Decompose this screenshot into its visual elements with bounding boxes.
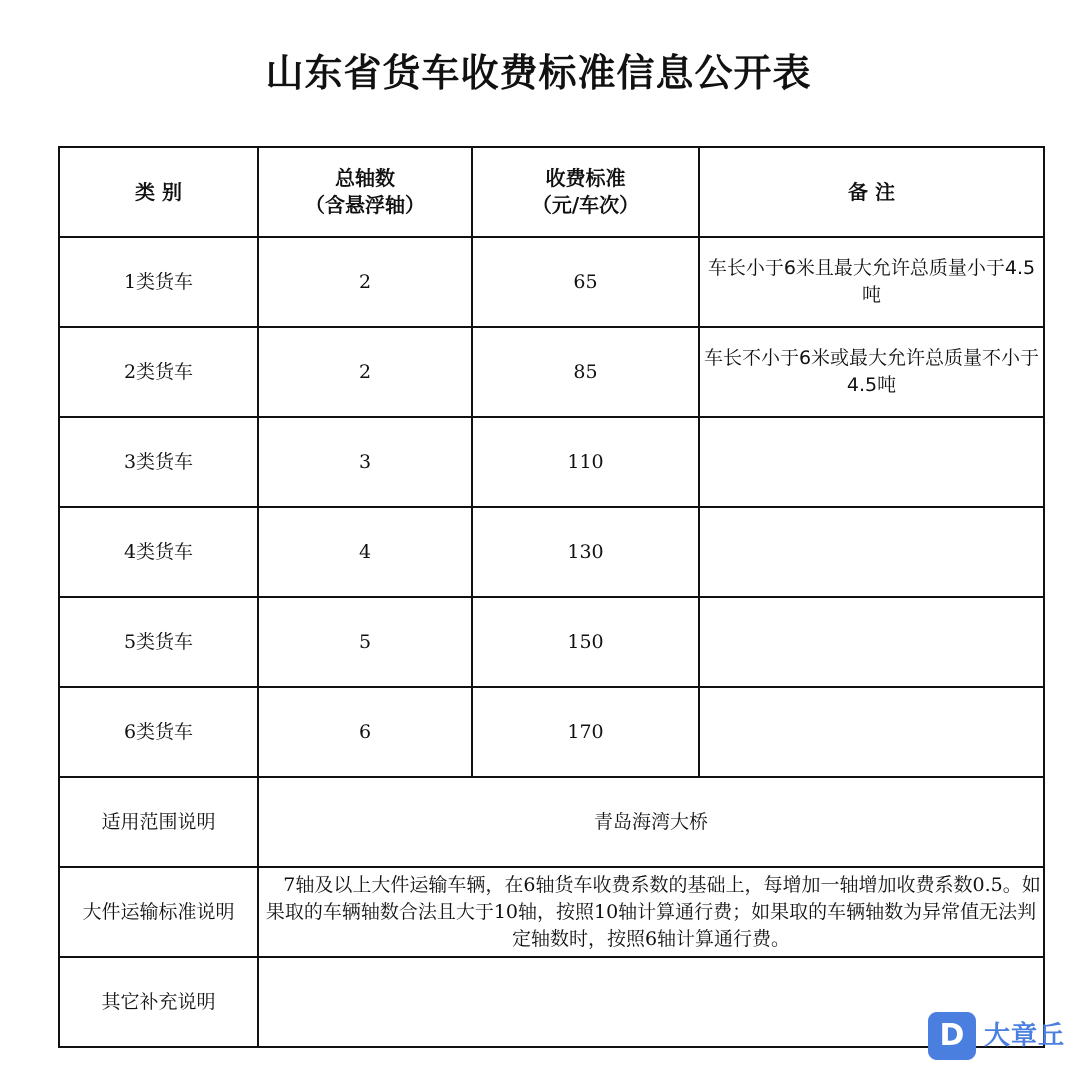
row-category: 3类货车 [59,417,258,507]
row-category: 6类货车 [59,687,258,777]
scope-value: 青岛海湾大桥 [258,777,1044,867]
other-row [59,957,1044,1047]
table-row [59,327,1044,417]
page-title: 山东省货车收费标准信息公开表 [265,51,812,95]
row-category: 5类货车 [59,597,258,687]
row-axles: 3 [258,417,472,507]
row-category: 1类货车 [59,237,258,327]
header-axles-line2: （含悬浮轴） [305,193,425,217]
row-fee: 150 [472,597,699,687]
header-fee-line2: （元/车次） [531,193,640,217]
table-row [59,687,1044,777]
row-fee: 130 [472,507,699,597]
oversize-value: 7轴及以上大件运输车辆，在6轴货车收费系数的基础上，每增加一轴增加收费系数0.5。如果取的车辆轴数合法且大于10轴，按照10轴计算通行费；如果取的车辆轴数为异常值无法判定轴数时，按照6轴计算通行费。 [258,867,1044,957]
oversize-label: 大件运输标准说明 [59,867,258,957]
watermark-logo [928,1012,1068,1062]
scope-row [59,777,1044,867]
table-header-row [59,147,1044,237]
row-axles: 4 [258,507,472,597]
header-axles-line1: 总轴数 [335,166,395,190]
logo-text: 大章丘 [984,1021,1066,1051]
row-remark [699,687,1044,777]
table-row [59,417,1044,507]
row-axles: 6 [258,687,472,777]
table-row [59,507,1044,597]
other-label: 其它补充说明 [59,957,258,1047]
row-axles: 2 [258,237,472,327]
row-axles: 2 [258,327,472,417]
fee-table [58,146,1045,1048]
oversize-row [59,867,1044,957]
row-remark [699,417,1044,507]
row-fee: 85 [472,327,699,417]
header-axles [258,147,472,237]
header-fee-line1: 收费标准 [545,166,626,190]
row-category: 4类货车 [59,507,258,597]
row-fee: 170 [472,687,699,777]
row-fee: 110 [472,417,699,507]
row-axles: 5 [258,597,472,687]
table-row [59,237,1044,327]
header-category: 类 别 [59,147,258,237]
other-value [258,957,1044,1047]
header-remarks: 备 注 [699,147,1044,237]
scope-label: 适用范围说明 [59,777,258,867]
logo-d-icon: D [928,1012,976,1060]
row-category: 2类货车 [59,327,258,417]
row-remark [699,597,1044,687]
header-fee [472,147,699,237]
table-row [59,597,1044,687]
row-remark: 车长不小于6米或最大允许总质量不小于4.5吨 [699,327,1044,417]
row-remark: 车长小于6米且最大允许总质量小于4.5吨 [699,237,1044,327]
row-remark [699,507,1044,597]
row-fee: 65 [472,237,699,327]
